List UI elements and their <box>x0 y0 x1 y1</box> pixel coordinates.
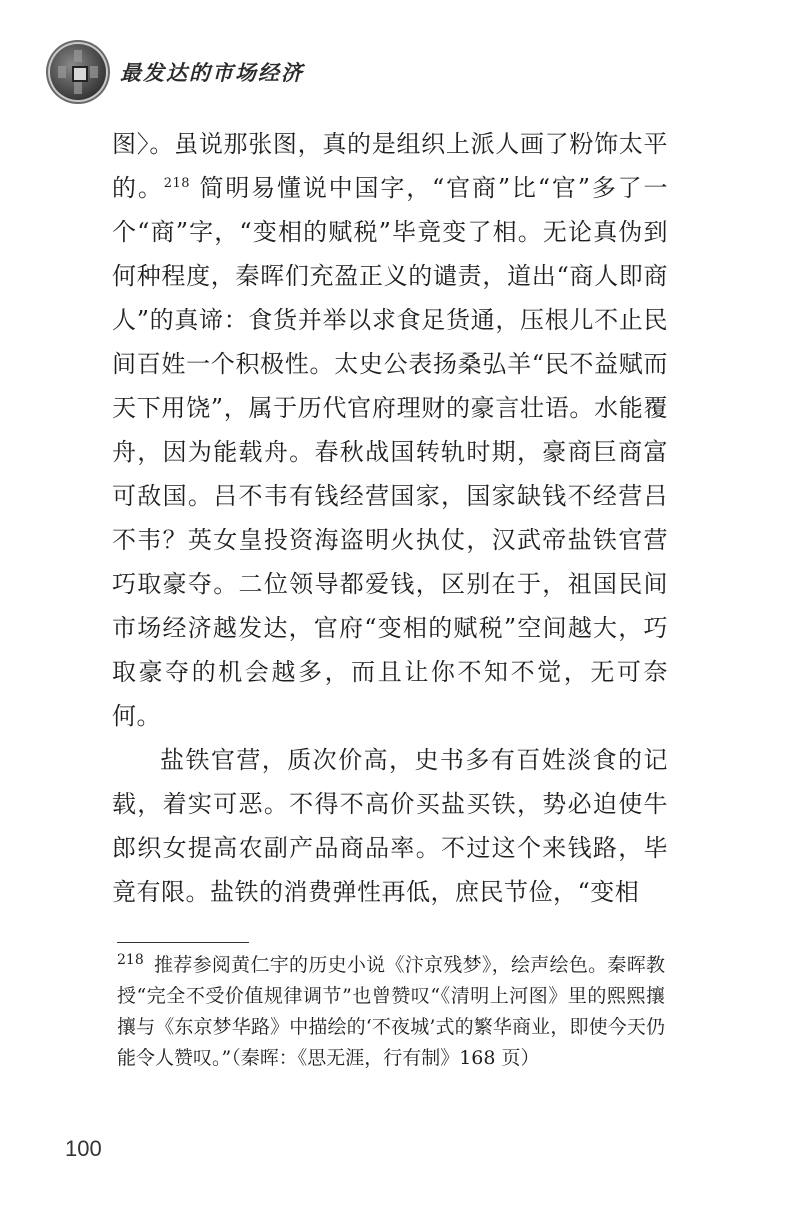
page-number: 100 <box>65 1136 102 1161</box>
paragraph-1-text-before-ref: 图〉。虽说那张图，真的是组织上派人画了粉饰太平的。 <box>112 130 668 202</box>
footnote-paragraph <box>117 950 665 1074</box>
footnote-text: 推荐参阅黄仁宇的历史小说《汴京残梦》，绘声绘色。秦晖教授“完全不受价值规律调节”也曾赞叹“《清明上河图》里的熙熙攘攘与《东京梦华路》中描绘的‘不夜城’式的繁华商业，即使今天仍能令人赞叹。”（秦晖：《思无涯，行有制》168 页） <box>117 954 665 1069</box>
coin-mark-right <box>90 66 98 78</box>
running-header <box>50 40 304 104</box>
paragraph-1 <box>112 122 668 738</box>
ancient-coin-icon <box>50 44 106 100</box>
paragraph-1-text-after-ref: 简明易懂说中国字，“官商”比“官”多了一个“商”字，“变相的赋税”毕竟变了相。无论真伪到何种程度，秦晖们充盈正义的谴责，道出“商人即商人”的真谛：食货并举以求食足货通，压根儿不止民间百姓一个积极性。太史公表扬桑弘羊“民不益赋而天下用饶”，属于历代官府理财的豪言壮语。水能覆舟，因为能载舟。春秋战国转轨时期，豪商巨商富可敌国。吕不韦有钱经营国家，国家缺钱不经营吕不韦？英女皇投资海盗明火执仗，汉武帝盐铁官营巧取豪夺。二位领导都爱钱，区别在于，祖国民间市场经济越发达，官府“变相的赋税”空间越大，巧取豪夺的机会越多，而且让你不知不觉，无可奈何。 <box>112 174 668 730</box>
running-header-title: 最发达的市场经济 <box>120 60 304 85</box>
paragraph-2: 盐铁官营，质次价高，史书多有百姓淡食的记载，着实可恶。不得不高价买盐买铁，势必迫使牛郎织女提高农副产品商品率。不过这个来钱路，毕竟有限。盐铁的消费弹性再低，庶民节俭，“变相 <box>112 746 668 906</box>
footnote-number: 218 <box>117 951 144 968</box>
footnote-divider <box>117 942 249 943</box>
coin-mark-bottom <box>74 82 82 94</box>
footnote-reference[interactable]: 218 <box>163 176 191 191</box>
coin-square-hole <box>72 66 88 82</box>
coin-mark-left <box>58 66 66 78</box>
main-text <box>112 122 668 914</box>
coin-mark-top <box>74 50 82 62</box>
footnote <box>117 950 665 1074</box>
